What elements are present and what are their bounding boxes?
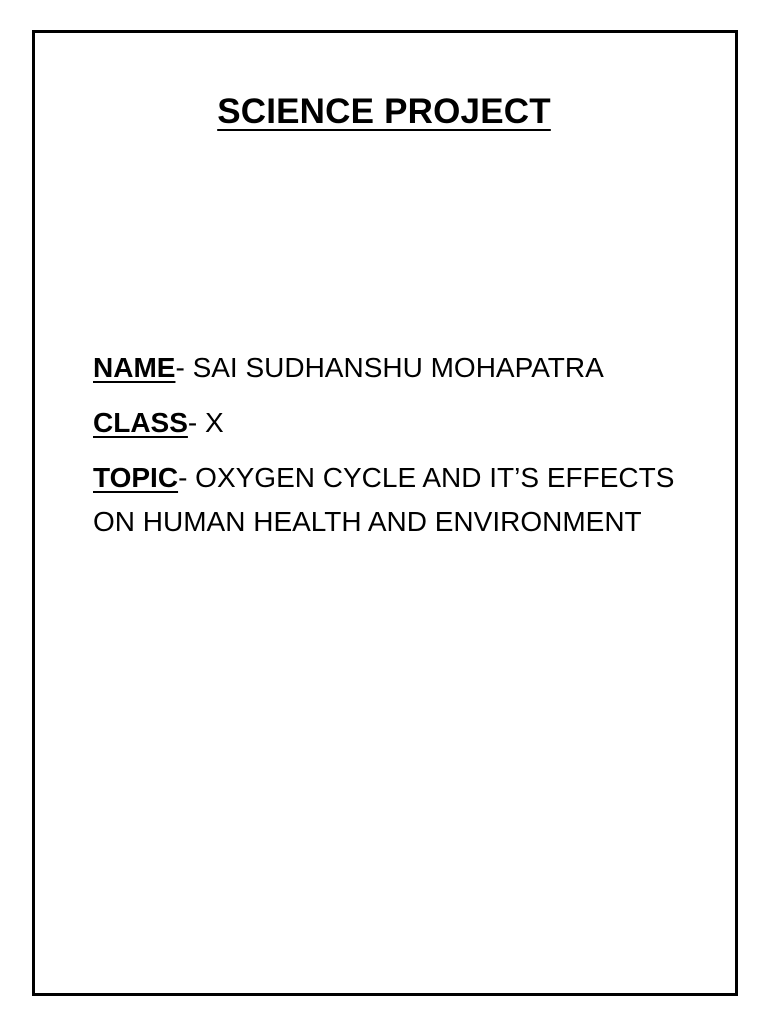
project-details [93,346,683,555]
topic-row [93,456,683,544]
topic-label: TOPIC [93,462,179,493]
topic-value: OXYGEN CYCLE AND IT’S EFFECTS ON HUMAN HEALTH AND ENVIRONMENT [93,462,675,537]
name-row [93,346,683,390]
topic-separator: - [178,462,196,493]
class-value: X [205,407,224,438]
name-value: SAI SUDHANSHU MOHAPATRA [192,352,604,383]
name-label: NAME [93,352,176,383]
page-title-text: SCIENCE PROJECT [217,92,551,131]
page-title [0,92,768,132]
class-separator: - [187,407,206,438]
class-label: CLASS [93,407,188,438]
class-row [93,401,683,445]
name-separator: - [175,352,193,383]
